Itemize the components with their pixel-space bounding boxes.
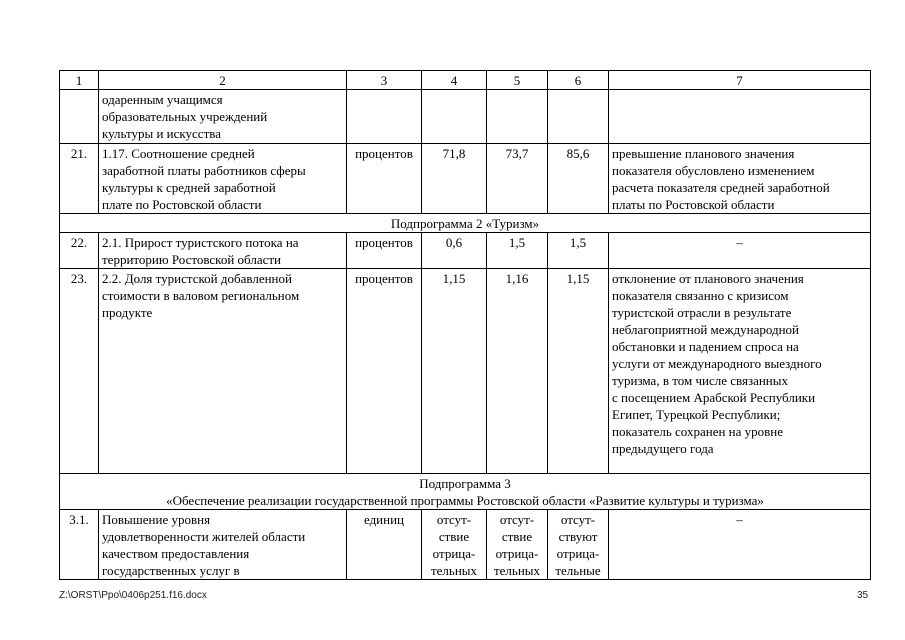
row-number: [60, 90, 99, 144]
value-col-5: 1,5: [487, 233, 548, 269]
row-number: 23.: [60, 269, 99, 474]
value-col-4: 71,8: [422, 144, 487, 214]
header-col-6: 6: [548, 71, 609, 90]
header-col-7: 7: [609, 71, 871, 90]
value-col-6: отсут- ствуют отрица- тельные: [548, 510, 609, 580]
indicators-table: [59, 70, 871, 580]
note-cell: –: [609, 510, 871, 580]
table-row-3-1: [60, 510, 871, 580]
footer-page-number: 35: [857, 590, 869, 601]
row-number: 3.1.: [60, 510, 99, 580]
value-col-5: 73,7: [487, 144, 548, 214]
subprogram-3-line-2: «Обеспечение реализации государственной программы Ростовской области «Развитие культуры и туризма»: [166, 493, 764, 508]
subprogram-2-title: Подпрограмма 2 «Туризм»: [60, 214, 871, 233]
indicator-name: Повышение уровня удовлетворенности жителей области качеством предоставления государственных услуг в: [99, 510, 347, 580]
value-col-6: 1,15: [548, 269, 609, 474]
value-col-4: 1,15: [422, 269, 487, 474]
unit-cell: единиц: [347, 510, 422, 580]
subprogram-3-line-1: Подпрограмма 3: [419, 476, 511, 491]
indicator-name: одаренным учащимся образовательных учреждений культуры и искусства: [99, 90, 347, 144]
unit-cell: процентов: [347, 233, 422, 269]
value-col-5: [487, 90, 548, 144]
unit-cell: процентов: [347, 144, 422, 214]
row-number: 22.: [60, 233, 99, 269]
subprogram-2-row: [60, 214, 871, 233]
value-col-5: 1,16: [487, 269, 548, 474]
header-col-1: 1: [60, 71, 99, 90]
value-col-4: отсут- ствие отрица- тельных: [422, 510, 487, 580]
subprogram-3-title: [60, 474, 871, 510]
value-col-4: 0,6: [422, 233, 487, 269]
note-cell: [609, 90, 871, 144]
header-col-3: 3: [347, 71, 422, 90]
header-col-4: 4: [422, 71, 487, 90]
table-row-continuation: [60, 90, 871, 144]
note-cell: –: [609, 233, 871, 269]
table-row-23: [60, 269, 871, 474]
header-row: [60, 71, 871, 90]
footer-file-path: Z:\ORST\Ppo\0406p251.f16.docx: [59, 590, 207, 601]
value-col-6: 85,6: [548, 144, 609, 214]
row-number: 21.: [60, 144, 99, 214]
indicator-name: 2.1. Прирост туристского потока на территорию Ростовской области: [99, 233, 347, 269]
header-col-5: 5: [487, 71, 548, 90]
note-cell: превышение планового значения показателя обусловлено изменением расчета показателя средней заработной платы по Ростовской области: [609, 144, 871, 214]
unit-cell: процентов: [347, 269, 422, 474]
header-col-2: 2: [99, 71, 347, 90]
subprogram-3-row: [60, 474, 871, 510]
indicator-name: 1.17. Соотношение средней заработной платы работников сферы культуры к средней заработной плате по Ростовской области: [99, 144, 347, 214]
table-row-22: [60, 233, 871, 269]
note-cell: отклонение от планового значения показателя связанно с кризисом туристской отрасли в результате неблагоприятной международной обстановки и падением спроса на услуги от международного выездного туризма, в том числе связанных с посещением Арабской Республики Египет, Турецкой Республики; показатель сохранен на уровне предыдущего года: [609, 269, 871, 474]
unit-cell: [347, 90, 422, 144]
value-col-6: 1,5: [548, 233, 609, 269]
value-col-6: [548, 90, 609, 144]
table-row-21: [60, 144, 871, 214]
value-col-5: отсут- ствие отрица- тельных: [487, 510, 548, 580]
value-col-4: [422, 90, 487, 144]
indicator-name: 2.2. Доля туристской добавленной стоимости в валовом региональном продукте: [99, 269, 347, 474]
